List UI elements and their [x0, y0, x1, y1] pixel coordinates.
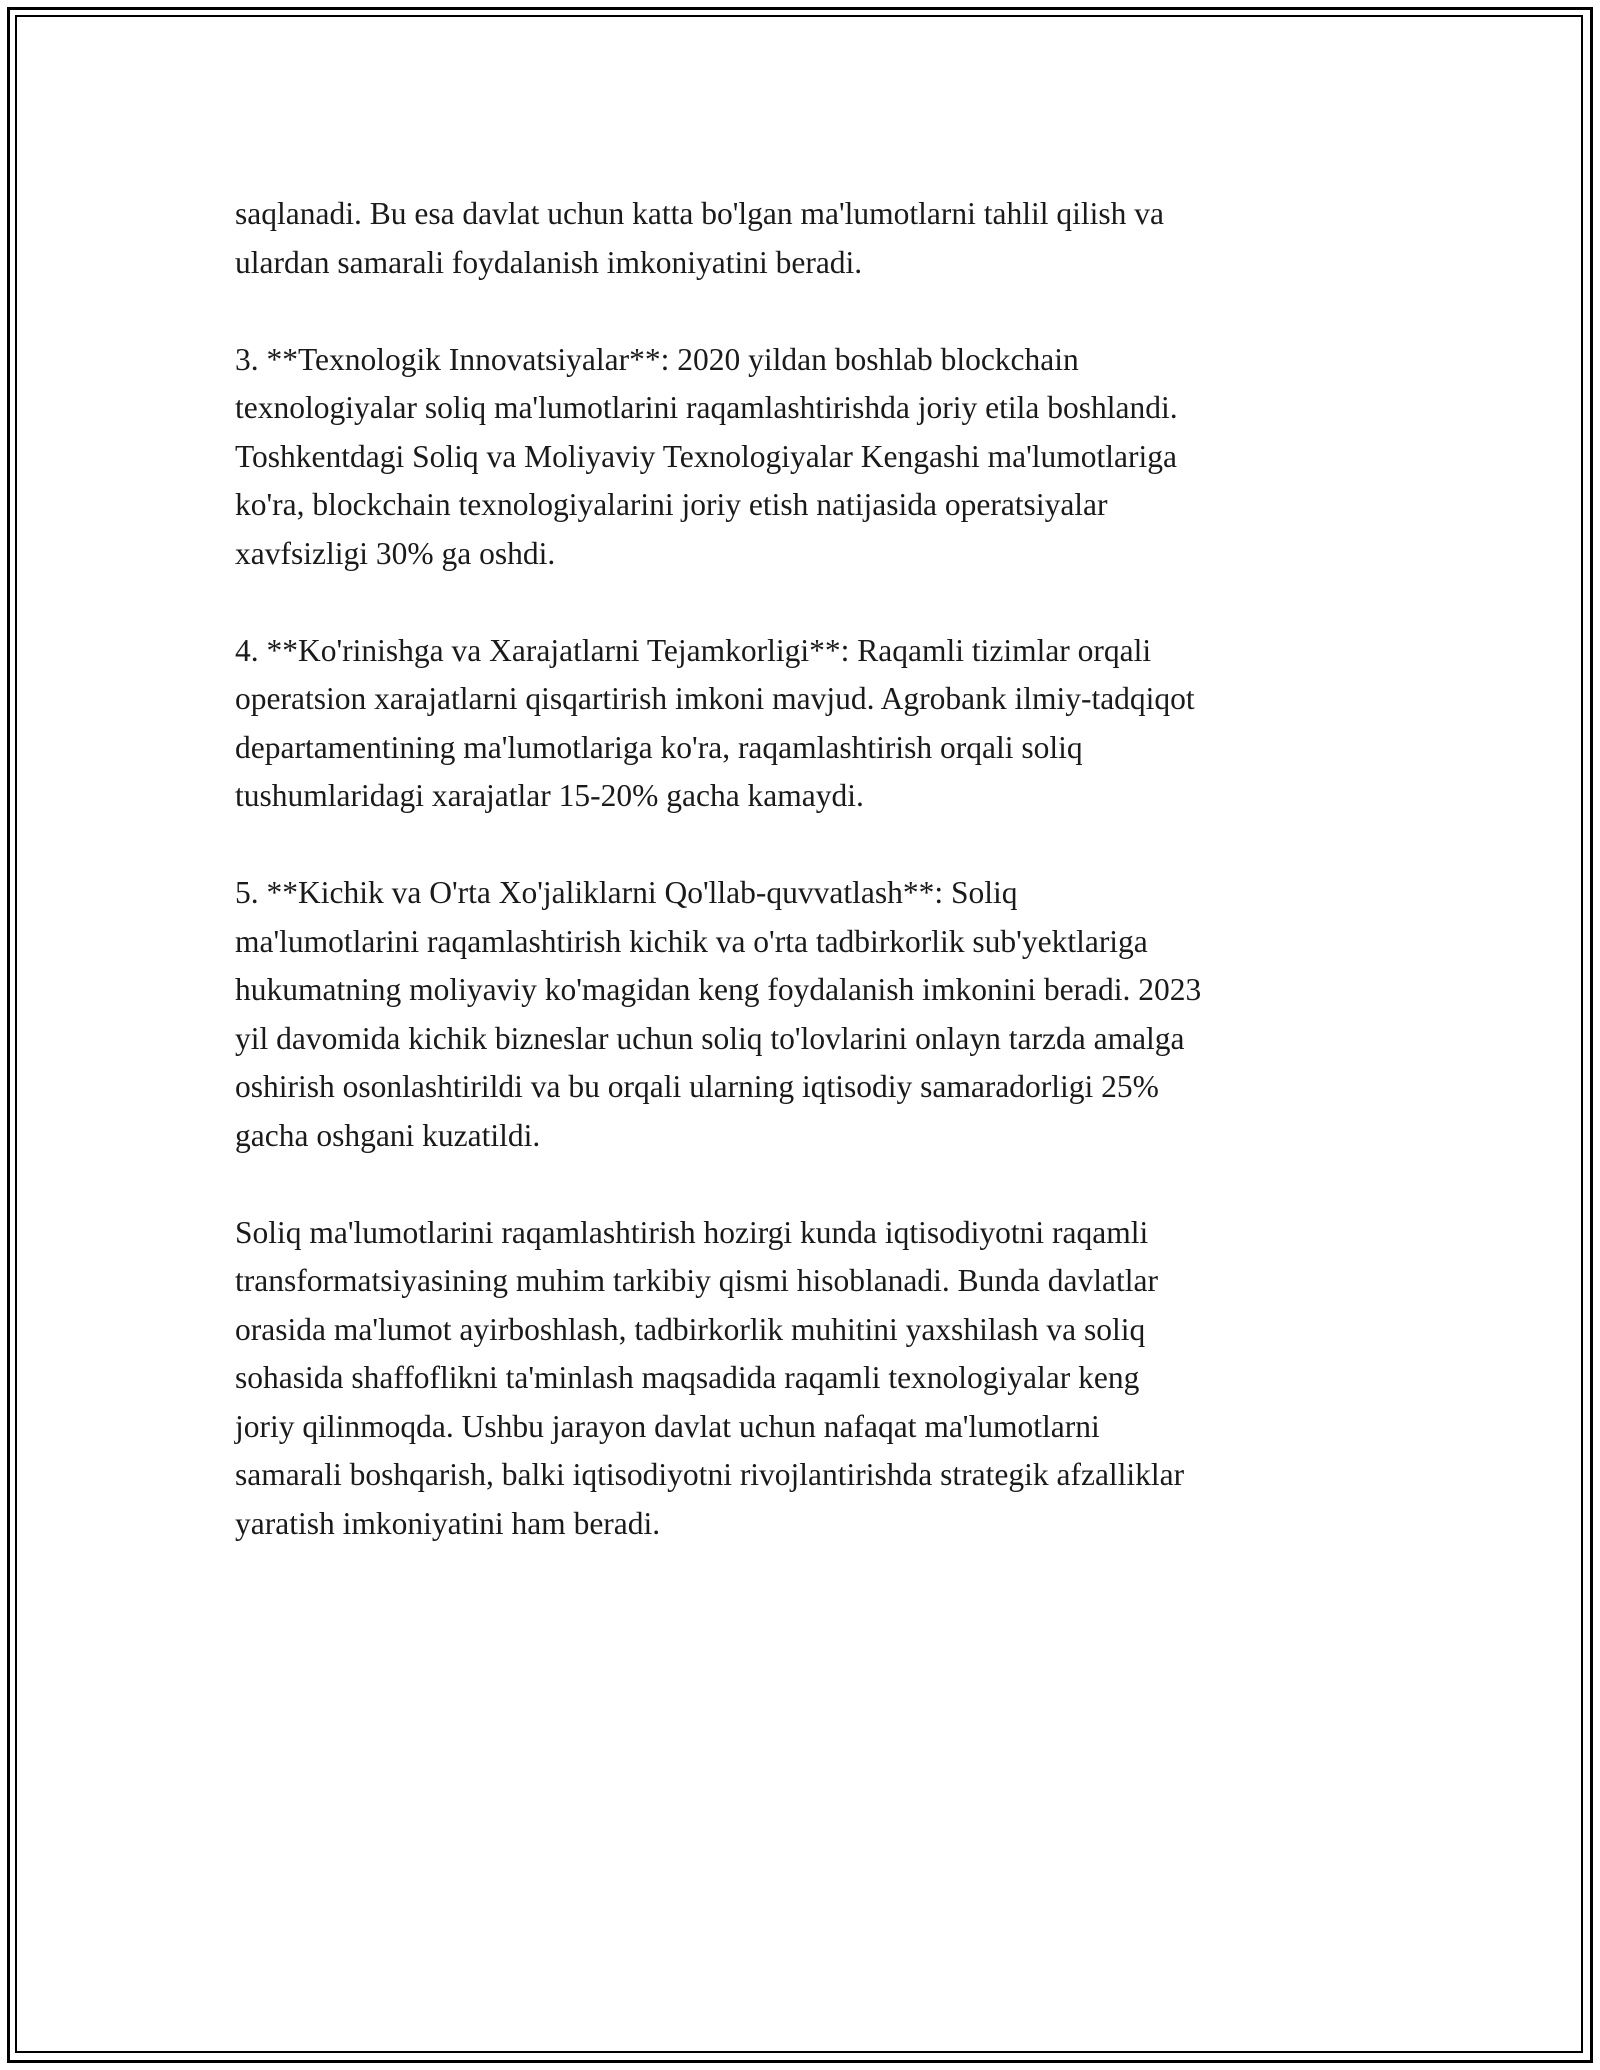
text-line: tushumlaridagi xarajatlar 15-20% gacha kamaydi.: [235, 778, 864, 813]
document-body: [235, 190, 1375, 1597]
text-line: ko'ra, blockchain texnologiyalarini joriy etish natijasida operatsiyalar: [235, 487, 1108, 522]
paragraph-item-3: [235, 336, 1375, 579]
text-line: joriy qilinmoqda. Ushbu jarayon davlat uchun nafaqat ma'lumotlarni: [235, 1408, 1100, 1444]
text-line: 4. **Ko'rinishga va Xarajatlarni Tejamkorligi**: Raqamli tizimlar orqali: [235, 632, 1152, 668]
text-line: ma'lumotlarini raqamlashtirish kichik va o'rta tadbirkorlik sub'yektlariga: [235, 923, 1148, 959]
text-line: Toshkentdagi Soliq va Moliyaviy Texnologiyalar Kengashi ma'lumotlariga: [235, 438, 1178, 474]
text-line: yil davomida kichik bizneslar uchun soliq to'lovlarini onlayn tarzda amalga: [235, 1020, 1185, 1056]
text-line: saqlanadi. Bu esa davlat uchun katta bo'lgan ma'lumotlarni tahlil qilish va: [235, 196, 1165, 231]
text-line: texnologiyalar soliq ma'lumotlarini raqamlashtirishda joriy etila boshlandi.: [235, 390, 1178, 425]
paragraph-item-4: [235, 627, 1375, 821]
paragraph-item-5: [235, 869, 1375, 1160]
text-line: 3. **Texnologik Innovatsiyalar**: 2020 yildan boshlab blockchain: [235, 341, 1079, 377]
text-line: transformatsiyasining muhim tarkibiy qismi hisoblanadi. Bunda davlatlar: [235, 1263, 1158, 1298]
text-line: hukumatning moliyaviy ko'magidan keng foydalanish imkonini beradi. 2023: [235, 972, 1202, 1007]
text-line: oshirish osonlashtirildi va bu orqali ularning iqtisodiy samaradorligi 25%: [235, 1069, 1159, 1104]
text-line: departamentining ma'lumotlariga ko'ra, raqamlashtirish orqali soliq: [235, 729, 1083, 765]
text-line: xavfsizligi 30% ga oshdi.: [235, 535, 556, 571]
text-line: Soliq ma'lumotlarini raqamlashtirish hozirgi kunda iqtisodiyotni raqamli: [235, 1214, 1149, 1250]
text-line: orasida ma'lumot ayirboshlash, tadbirkorlik muhitini yaxshilash va soliq: [235, 1311, 1146, 1347]
text-line: gacha oshgani kuzatildi.: [235, 1117, 541, 1153]
paragraph-continuation: [235, 190, 1375, 287]
text-line: samarali boshqarish, balki iqtisodiyotni rivojlantirishda strategik afzalliklar: [235, 1457, 1185, 1492]
text-line: 5. **Kichik va O'rta Xo'jaliklarni Qo'llab-quvvatlash**: Soliq: [235, 875, 1018, 910]
text-line: ulardan samarali foydalanish imkoniyatini beradi.: [235, 244, 863, 280]
text-line: operatsion xarajatlarni qisqartirish imkoni mavjud. Agrobank ilmiy-tadqiqot: [235, 681, 1195, 716]
text-line: yaratish imkoniyatini ham beradi.: [235, 1505, 661, 1541]
paragraph-conclusion: [235, 1209, 1375, 1549]
text-line: sohasida shaffoflikni ta'minlash maqsadida raqamli texnologiyalar keng: [235, 1360, 1140, 1395]
